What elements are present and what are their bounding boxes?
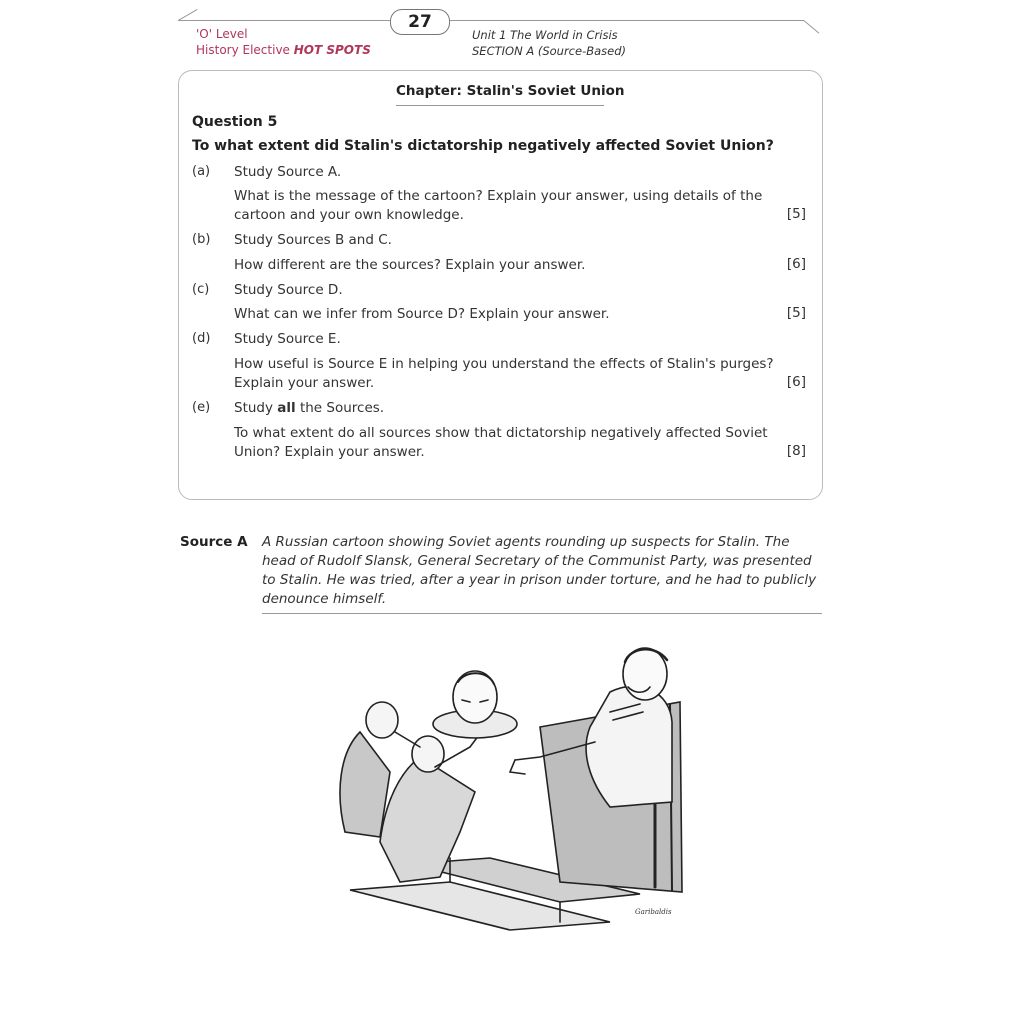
part-a-text: What is the message of the cartoon? Explain your answer, using details of the cartoon and your own knowledge. <box>234 188 763 223</box>
part-e-marks: [8] <box>786 443 806 459</box>
chapter-title: Chapter: Stalin's Soviet Union <box>396 83 625 99</box>
chapter-underline <box>396 105 604 106</box>
cartoon-signature: Garibaldis <box>635 908 672 916</box>
part-a-marks: [5] <box>786 206 806 222</box>
part-d-marks: [6] <box>786 374 806 390</box>
subject-line <box>196 42 371 58</box>
part-c-label: (c) <box>192 282 210 297</box>
part-c-instruction: Study Source D. <box>234 282 343 298</box>
header-left <box>196 26 371 58</box>
source-a-description: A Russian cartoon showing Soviet agents rounding up suspects for Stalin. The head of Rudolf Slansk, General Secretary of the Communist Party, was presented to Stalin. He was tried, after a year in prison under torture, and he had to publicly denounce himself. <box>262 534 817 607</box>
header-right <box>472 27 626 59</box>
unit-label: Unit 1 The World in Crisis <box>472 28 618 42</box>
part-c-marks: [5] <box>786 305 806 321</box>
part-e-instruction-bold: all <box>277 400 296 416</box>
question-main: To what extent did Stalin's dictatorship negatively affected Soviet Union? <box>192 138 774 154</box>
part-a-label: (a) <box>192 164 211 179</box>
section-label: SECTION A (Source-Based) <box>472 44 627 58</box>
source-a-rule <box>262 613 822 614</box>
level-label: 'O' Level <box>196 27 248 41</box>
part-d-label: (d) <box>192 331 211 346</box>
part-d-instruction: Study Source E. <box>234 331 341 347</box>
part-c-text: What can we infer from Source D? Explain your answer. <box>234 306 610 322</box>
part-e-instruction-post: the Sources. <box>295 400 385 416</box>
part-b-text: How different are the sources? Explain your answer. <box>234 257 586 273</box>
part-b-label: (b) <box>192 232 211 247</box>
part-e-text: To what extent do all sources show that dictatorship negatively affected Soviet Union? Explain your answer. <box>234 425 768 460</box>
series-label: HOT SPOTS <box>293 43 371 57</box>
source-a-label: Source A <box>180 534 248 550</box>
part-d-text: How useful is Source E in helping you understand the effects of Stalin's purges? Explain your answer. <box>234 356 774 391</box>
part-a-instruction: Study Source A. <box>234 164 342 180</box>
part-e-label: (e) <box>192 400 211 415</box>
part-b-marks: [6] <box>786 256 806 272</box>
subject-label: History Elective <box>196 43 290 57</box>
page-number: 27 <box>390 9 450 35</box>
cartoon-illustration <box>310 632 710 932</box>
part-b-instruction: Study Sources B and C. <box>234 232 392 248</box>
part-e-instruction-pre: Study <box>234 400 278 416</box>
question-title: Question 5 <box>192 114 278 130</box>
part-e-instruction <box>234 399 810 418</box>
